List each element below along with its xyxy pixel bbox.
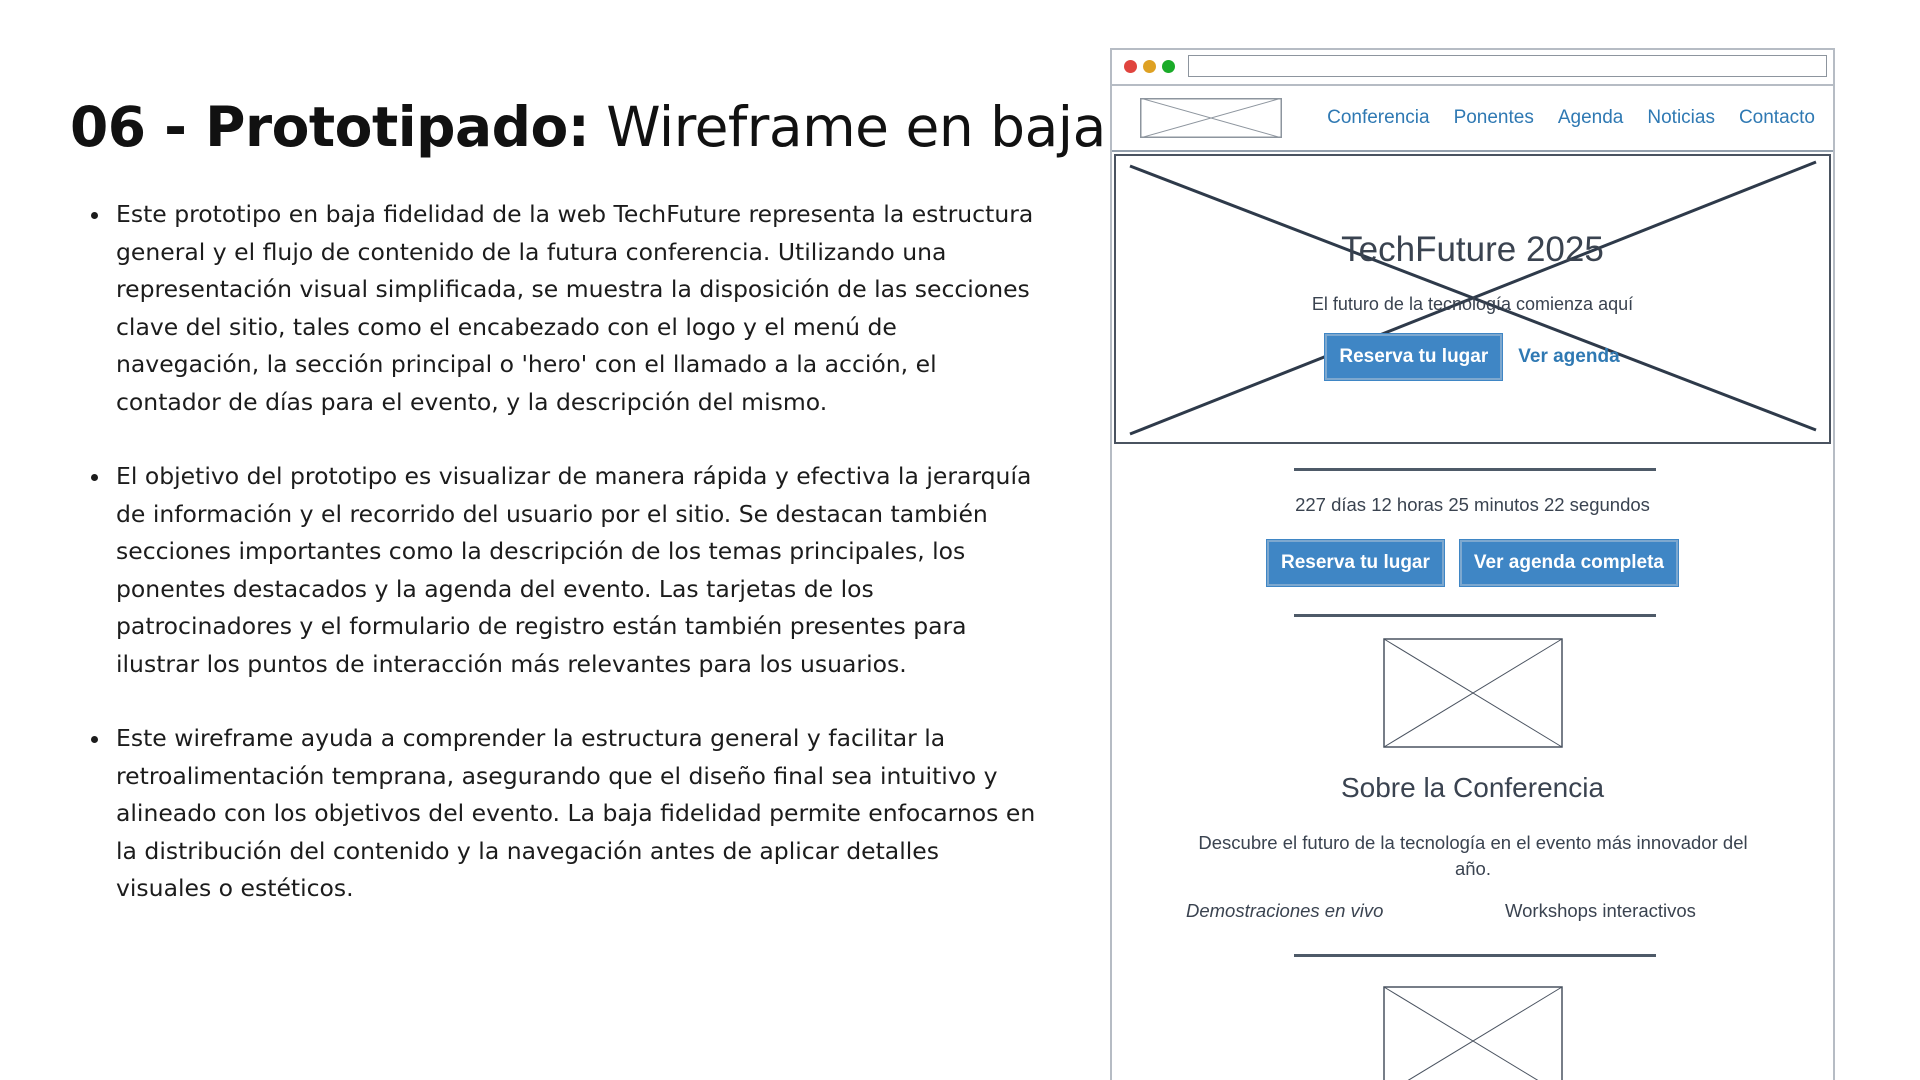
section-divider bbox=[1294, 468, 1656, 471]
feature-live-demos: Demostraciones en vivo bbox=[1186, 900, 1384, 921]
site-header bbox=[1112, 86, 1833, 152]
slide-title bbox=[70, 92, 1106, 162]
slide-title-bold: 06 - Prototipado: bbox=[70, 95, 590, 159]
image-placeholder-icon bbox=[1383, 986, 1563, 1080]
feature-workshops: Workshops interactivos bbox=[1505, 900, 1696, 921]
cta-row bbox=[1112, 540, 1833, 586]
about-image-placeholder bbox=[1383, 638, 1563, 748]
bullet-item: Este wireframe ayuda a comprender la estructura general y facilitar la retroalimentación temprana, asegurando que el diseño final sea intuitivo y alineado con los objetivos del evento. La baja fidelidad permite enfocarnos en la distribución del contenido y la navegación antes de aplicar detalles visuales o estéticos. bbox=[116, 720, 1036, 908]
maximize-window-icon[interactable] bbox=[1162, 60, 1175, 73]
hero-actions bbox=[1116, 334, 1829, 380]
address-bar[interactable] bbox=[1188, 55, 1827, 77]
nav-link-agenda[interactable]: Agenda bbox=[1557, 107, 1624, 128]
full-agenda-button[interactable]: Ver agenda completa bbox=[1460, 540, 1678, 586]
nav-link-ponentes[interactable]: Ponentes bbox=[1453, 107, 1534, 128]
browser-toolbar bbox=[1112, 50, 1833, 86]
bullet-list bbox=[72, 196, 1036, 945]
section-divider bbox=[1294, 954, 1656, 957]
hero-agenda-link[interactable]: Ver agenda bbox=[1518, 346, 1620, 367]
image-placeholder-icon bbox=[1383, 638, 1563, 748]
hero-reserve-button[interactable]: Reserva tu lugar bbox=[1325, 334, 1502, 380]
countdown-timer: 227 días 12 horas 25 minutos 22 segundos bbox=[1295, 494, 1650, 515]
nav-link-noticias[interactable]: Noticias bbox=[1647, 107, 1715, 128]
wireframe-mockup bbox=[1110, 48, 1835, 1080]
reserve-button[interactable]: Reserva tu lugar bbox=[1267, 540, 1444, 586]
section-divider bbox=[1294, 614, 1656, 617]
speakers-image-placeholder bbox=[1383, 986, 1563, 1080]
bullet-item: El objetivo del prototipo es visualizar de manera rápida y efectiva la jerarquía de información y el recorrido del usuario por el sitio. Se destacan también secciones importantes como la descripción de los temas principales, los ponentes destacados y la agenda del evento. Las tarjetas de los patrocinadores y el formulario de registro están también presentes para ilustrar los puntos de interacción más relevantes para los usuarios. bbox=[116, 458, 1036, 683]
nav-link-contacto[interactable]: Contacto bbox=[1738, 107, 1815, 128]
slide-title-light: Wireframe en baja bbox=[589, 95, 1106, 159]
about-title: Sobre la Conferencia bbox=[1340, 772, 1605, 803]
hero-title: TechFuture 2025 bbox=[1341, 230, 1604, 269]
about-description: Descubre el futuro de la tecnología en el evento más innovador del año. bbox=[1198, 832, 1748, 879]
hero-subtitle: El futuro de la tecnología comienza aquí bbox=[1311, 294, 1634, 314]
main-nav bbox=[1327, 86, 1815, 150]
hero-section bbox=[1114, 154, 1831, 444]
bullet-item: Este prototipo en baja fidelidad de la web TechFuture representa la estructura general y el flujo de contenido de la futura conferencia. Utilizando una representación visual simplificada, se muestra la disposición de las secciones clave del sitio, tales como el encabezado con el logo y el menú de navegación, la sección principal o 'hero' con el llamado a la acción, el contador de días para el evento, y la descripción del mismo. bbox=[116, 196, 1036, 421]
minimize-window-icon[interactable] bbox=[1143, 60, 1156, 73]
nav-link-conferencia[interactable]: Conferencia bbox=[1327, 107, 1430, 128]
image-placeholder-icon bbox=[1140, 98, 1282, 138]
close-window-icon[interactable] bbox=[1124, 60, 1137, 73]
logo-placeholder[interactable] bbox=[1140, 98, 1282, 138]
